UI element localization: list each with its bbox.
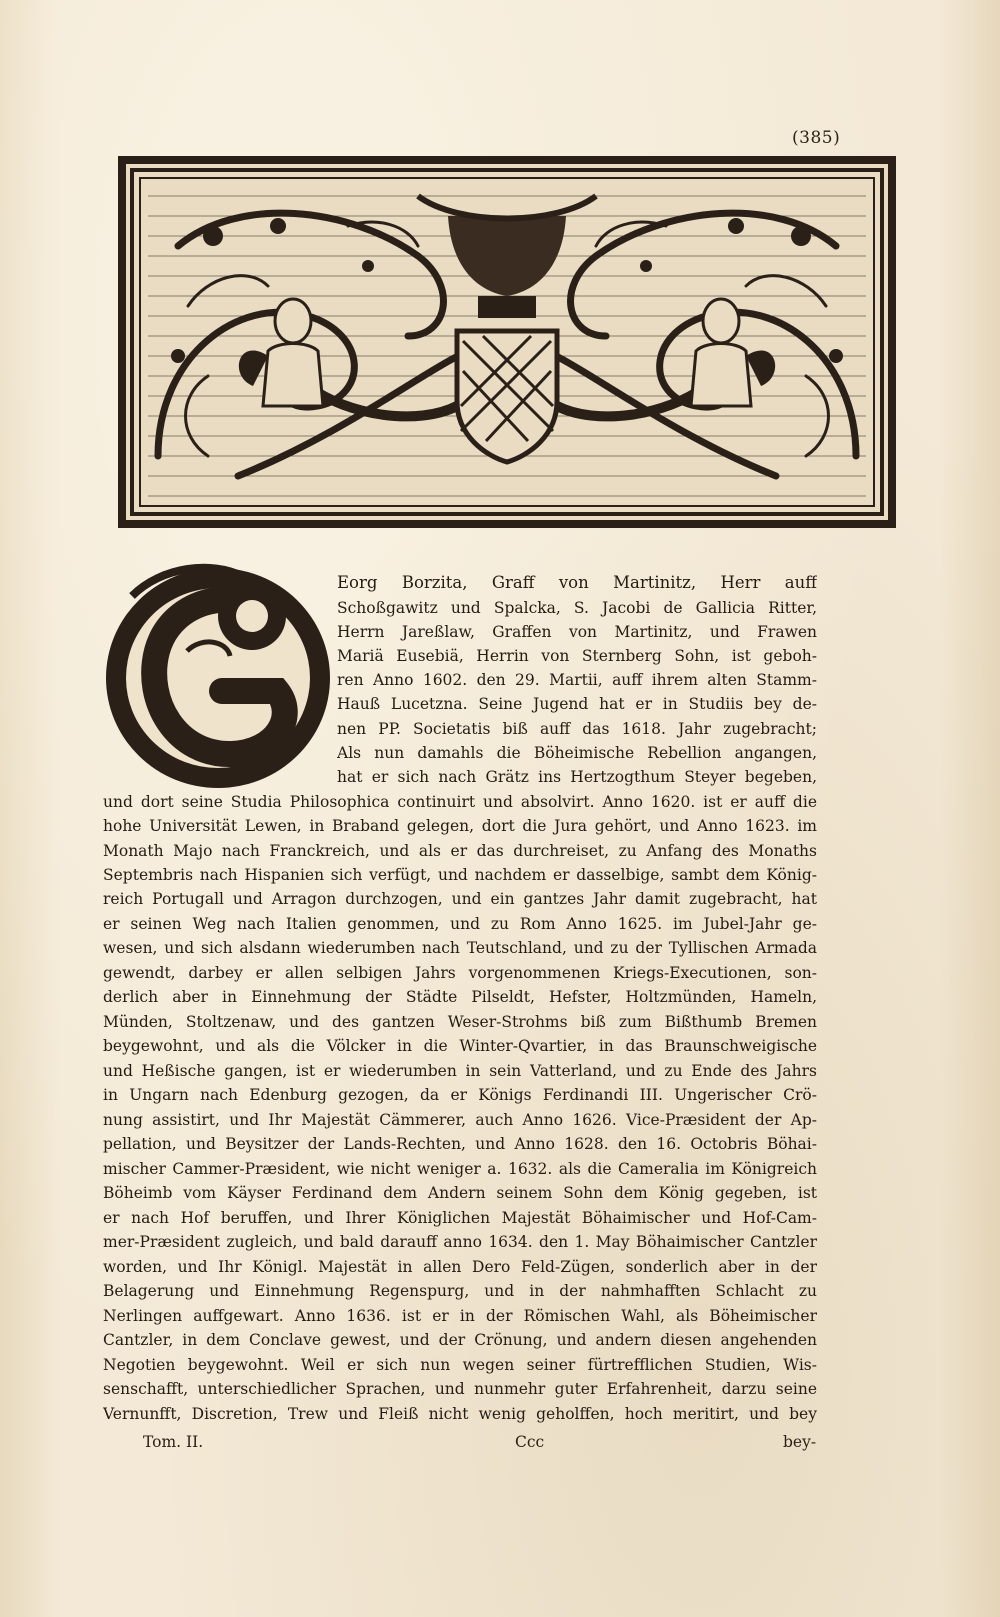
body-text-line: Vernunfft, Discretion, Trew und Fleiß nicht wenig geholffen, hoch meritirt, und bey	[103, 1405, 817, 1423]
body-text-line: Münden, Stoltzenaw, und des gantzen Weser-Strohms biß zum Bißthumb Bremen	[103, 1013, 817, 1031]
body-text-line: und Heßische gangen, ist er wiederumben in sein Vatterland, und zu Ende des Jahrs	[103, 1062, 817, 1080]
page-number: (385)	[792, 128, 841, 148]
body-text-line: Septembris nach Hispanien sich verfügt, und nachdem er dasselbige, sambt dem König-	[103, 866, 817, 884]
body-text-line: er nach Hof beruffen, und Ihrer Königlichen Majestät Böhaimischer und Hof-Cam-	[103, 1209, 817, 1227]
body-text-line: Herrn Jareßlaw, Graffen von Martinitz, und Frawen	[337, 623, 817, 641]
body-text-line: hat er sich nach Grätz ins Hertzogthum Steyer begeben,	[337, 768, 817, 786]
body-text-line: hohe Universität Lewen, in Braband gelegen, dort die Jura gehört, und Anno 1623. im	[103, 817, 817, 835]
catchword: bey-	[783, 1433, 817, 1451]
body-text-line: mischer Cammer-Præsident, wie nicht weniger a. 1632. als die Cameralia im Königreich	[103, 1160, 817, 1178]
body-text-line: Hauß Lucetzna. Seine Jugend hat er in Studiis bey de-	[337, 695, 817, 713]
body-text-line: gewendt, darbey er allen selbigen Jahrs vorgenommenen Kriegs-Executionen, son-	[103, 964, 817, 982]
body-text-line: Schoßgawitz und Spalcka, S. Jacobi de Gallicia Ritter,	[337, 599, 817, 617]
body-text-line: Eorg Borzita, Graff von Martinitz, Herr auff	[337, 573, 817, 592]
body-text-line: reich Portugall und Arragon durchzogen, und ein gantzes Jahr damit zugebracht, hat	[103, 890, 817, 908]
volume-label: Tom. II.	[143, 1433, 204, 1451]
body-text-line: Mariä Eusebiä, Herrin von Sternberg Sohn, ist geboh-	[337, 647, 817, 665]
body-text-line: beygewohnt, und als die Völcker in die Winter-Qvartier, in das Braunschweigische	[103, 1037, 817, 1055]
body-text-line: Böheimb vom Käyser Ferdinand dem Andern seinem Sohn dem König gegeben, ist	[103, 1184, 817, 1202]
body-text-line: wesen, und sich alsdann wiederumben nach Teutschland, und zu der Tyllischen Armada	[103, 939, 817, 957]
body-text-line: senschafft, unterschiedlicher Sprachen, und nunmehr guter Erfahrenheit, darzu seine	[103, 1380, 817, 1398]
body-text-line: Negotien beygewohnt. Weil er sich nun wegen seiner fürtrefflichen Studien, Wis-	[103, 1356, 817, 1374]
body-text-line: und dort seine Studia Philosophica continuirt und absolvirt. Anno 1620. ist er auff die	[103, 793, 817, 811]
body-text-line: Als nun damahls die Böheimische Rebellion angangen,	[337, 744, 817, 762]
body-text-line: Nerlingen auffgewart. Anno 1636. ist er in der Römischen Wahl, als Böheimischer	[103, 1307, 817, 1325]
signature-mark: Ccc	[515, 1433, 545, 1451]
drop-cap-initial-g	[102, 556, 334, 792]
body-text-line: pellation, und Beysitzer der Lands-Rechten, und Anno 1628. den 16. Octobris Böhai-	[103, 1135, 817, 1153]
ornamental-headpiece-illustration	[118, 156, 896, 528]
body-text-line: Cantzler, in dem Conclave gewest, und der Crönung, und andern diesen angehenden	[103, 1331, 817, 1349]
body-text-line: nen PP. Societatis biß auff das 1618. Jahr zugebracht;	[337, 720, 817, 738]
body-text-line: in Ungarn nach Edenburg gezogen, da er Königs Ferdinandi III. Ungerischer Crö-	[103, 1086, 817, 1104]
body-text-line: er seinen Weg nach Italien genommen, und zu Rom Anno 1625. im Jubel-Jahr ge-	[103, 915, 817, 933]
body-text-line: worden, und Ihr Königl. Majestät in allen Dero Feld-Zügen, sonderlich aber in der	[103, 1258, 817, 1276]
body-text-line: derlich aber in Einnehmung der Städte Pilseldt, Hefster, Holtzmünden, Hameln,	[103, 988, 817, 1006]
body-text-line: ren Anno 1602. den 29. Martii, auff ihrem alten Stamm-	[337, 671, 817, 689]
body-text-line: mer-Præsident zugleich, und bald darauff anno 1634. den 1. May Böhaimischer Cantzler	[103, 1233, 817, 1251]
body-text-line: Monath Majo nach Franckreich, und als er das durchreiset, zu Anfang des Monaths	[103, 842, 817, 860]
body-text-line: nung assistirt, und Ihr Majestät Cämmerer, auch Anno 1626. Vice-Præsident der Ap-	[103, 1111, 817, 1129]
body-text-line: Belagerung und Einnehmung Regenspurg, und in der nahmhafften Schlacht zu	[103, 1282, 817, 1300]
